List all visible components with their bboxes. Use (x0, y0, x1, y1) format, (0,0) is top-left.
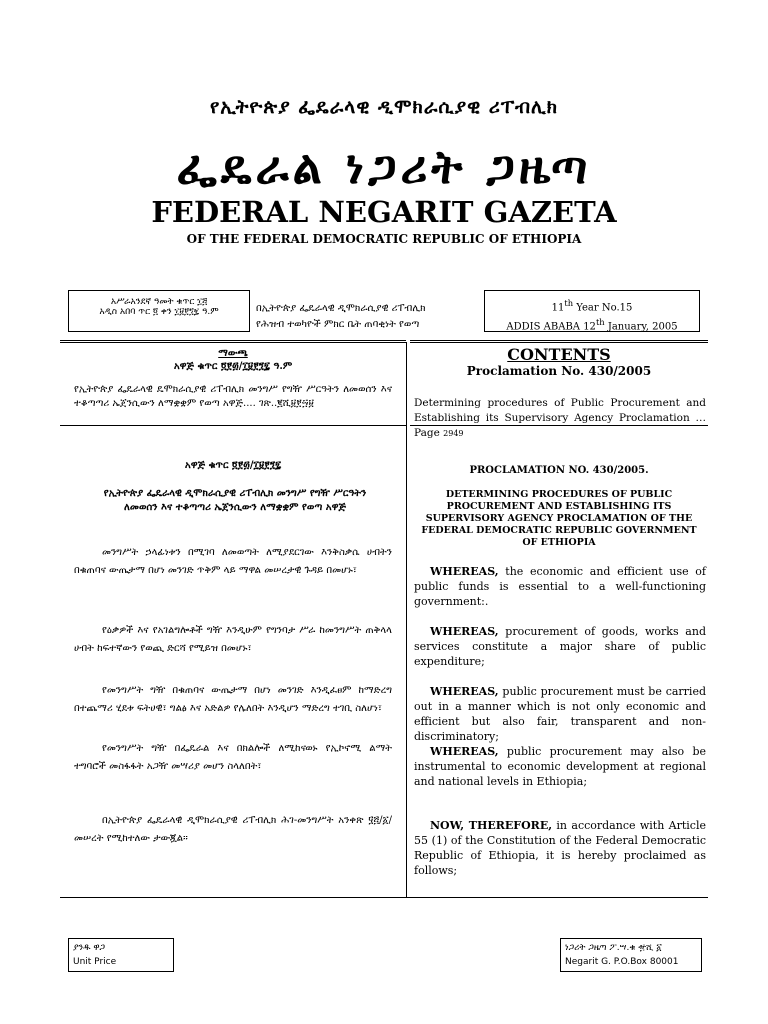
contents-page-number: 2949 (443, 429, 464, 438)
amharic-year-line: አሥራአንደኛ ዓመት ቁጥር ፲፭ (110, 297, 208, 307)
double-rule-right (410, 340, 708, 343)
po-box-english: Negarit G. P.O.Box 80001 (565, 957, 679, 967)
contents-title: CONTENTS (507, 345, 611, 364)
house-notice-line1: በኢትዮጵያ ፌዴራላዊ ዲሞክራሲያዊ ሪፐብሊክ (256, 303, 426, 314)
proclamation-subtitle: DETERMINING PROCEDURES OF PUBLIC PROCUREMENT AND ESTABLISHING ITS SUPERVISORY AGENCY PROCLAMATION OF THE FEDERAL DEMOCRATIC REPUBLIC GOVERNMENT OF ETHIOPIA (421, 489, 697, 548)
amharic-republic-heading: የኢትዮጵያ ፌዴራላዊ ዲሞክራሲያዊ ሪፐብሊክ (209, 96, 559, 118)
amharic-contents-title: ማውጫ (218, 348, 248, 359)
unit-price-box (68, 938, 174, 972)
english-paragraph-5: NOW, THEREFORE, in accordance with Article 55 (1) of the Constitution of the Federal Democratic Republic of Ethiopia, it is hereby proclaimed as follows; (414, 819, 706, 877)
contents-rule-left (60, 425, 406, 426)
proclamation-title: PROCLAMATION NO. 430/2005. (469, 465, 649, 476)
amharic-paragraph-5: በኢትዮጵያ ፌዴራላዊ ዲሞክራሲያዊ ሪፐብሊክ ሕገ-መንግሥት አንቀጽ ፶፭/፩/ መሠረት የሚከተለው ታውጇል። (74, 815, 392, 844)
amharic-paragraph-3: የመንግሥት ግዥ በቁጠባና ውጤታማ በሆነ መንገድ እንዲፈፀም ከማድረግ በተጨማሪ ሂደቱ ፍትሀዊ፣ ግልፅ እና አድልዎ የሌለበት እንዲሆን ማድረግ ተገቢ ስለሆነ፣ (74, 685, 392, 714)
amharic-issue-box (68, 290, 250, 332)
bottom-rule (60, 897, 708, 898)
contents-entry (414, 396, 706, 441)
column-divider (406, 342, 407, 897)
amharic-proclamation-title: አዋጅ ቁጥር ፬፻፴/፲፱፻፺፯ (184, 460, 282, 471)
po-box-amharic: ነጋሪት ጋዜጣ ፖ.ሣ.ቁ ፹ሺ ፩ (565, 943, 662, 953)
unit-price-english: Unit Price (73, 957, 117, 967)
english-paragraph-3: WHEREAS, public procurement must be carried out in a manner which is not only economic and efficient but also fair, transparent and non-discriminatory; (414, 685, 706, 743)
english-issue-box (484, 290, 700, 332)
po-box (560, 938, 702, 972)
amharic-gazette-title: ፌዴራል ነጋሪት ጋዜጣ (176, 140, 592, 194)
double-rule-left (60, 340, 406, 343)
amharic-contents-proclamation-no: አዋጅ ቁጥር ፬፻፴/፲፱፻፺፯ ዓ.ም (173, 361, 293, 372)
english-date-line: ADDIS ABABA 12th January, 2005 (506, 317, 678, 333)
house-notice-line2: የሕዝብ ተወካዮች ምክር ቤት ጠባቂነት የወጣ (256, 319, 420, 330)
english-paragraph-1: WHEREAS, the economic and efficient use of public funds is essential to a well-functioning government:. (414, 565, 706, 608)
amharic-paragraph-1: መንግሥት ኃላፊነቱን በሚገባ ለመወጣት ለሚያደርገው እንቅስቃሴ ሀብትን በቁጠባና ውጤታማ በሆነ መንገድ ጥቅም ላይ ማዋል መሠረታዊ ጉዳይ በመሆኑ፣ (74, 547, 392, 576)
amharic-paragraph-4: የመንግሥት ግዥ በፌዴራል እና በክልሎች ለሚከናወኑ የኢኮኖሚ ልማት ተግባሮች መስፋፋት አጋዥ መሣሪያ መሆን ስላለበት፣ (74, 743, 392, 772)
amharic-contents-heading (60, 347, 406, 373)
english-paragraph-2: WHEREAS, procurement of goods, works and services constitute a major share of public expenditure; (414, 625, 706, 668)
house-notice (256, 301, 425, 333)
english-republic-subtitle: OF THE FEDERAL DEMOCRATIC REPUBLIC OF ETHIOPIA (186, 232, 582, 246)
amharic-paragraph-2: የዕቃዎች እና የአገልግሎቶች ግዥ እንዲሁም የግንባታ ሥራ ከመንግሥት ጠቅላላ ሀብት ከፍተኛውን የወጪ ድርሻ የሚይዝ በመሆኑ፣ (74, 625, 392, 654)
unit-price-amharic: ያንዱ ዋጋ (73, 943, 106, 953)
amharic-contents-entry: የኢትዮጵያ ፌዴራላዊ ዴሞክራሲያዊ ሪፐብሊክ መንግሥ የግዥ ሥርዓትን ለመወሰን እና ተቆጣጣሪ ኤጀንሲውን ለማቋቋም የወጣ አዋጅ.... ገጽ..፪ሺ፱፻፵፱ (74, 384, 392, 409)
amharic-proclamation-subtitle: የኢትዮጵያ ፌዴራላዊ ዲሞክራሲያዊ ሪፐብሊክ መንግሥ የግዥ ሥርዓትን ለመወሰን እና ተቆጣጣሪ ኤጀንሲውን ለማቋቋም የወጣ አዋጅ (103, 488, 367, 513)
contents-entry-text: Determining procedures of Public Procurement and Establishing its Supervisory Agency Proclamation … Page (414, 397, 706, 439)
contents-proclamation-no: Proclamation No. 430/2005 (466, 364, 652, 378)
amharic-date-line: አዲስ አበባ ጥር ፬ ቀን ፲፱፻፺፯ ዓ.ም (99, 307, 219, 317)
english-paragraph-4: WHEREAS, public procurement may also be instrumental to economic development at regional and national levels in Ethiopia; (414, 745, 706, 788)
english-year-line: 11th Year No.15 (551, 298, 633, 314)
english-gazette-title: FEDERAL NEGARIT GAZETA (151, 195, 617, 229)
